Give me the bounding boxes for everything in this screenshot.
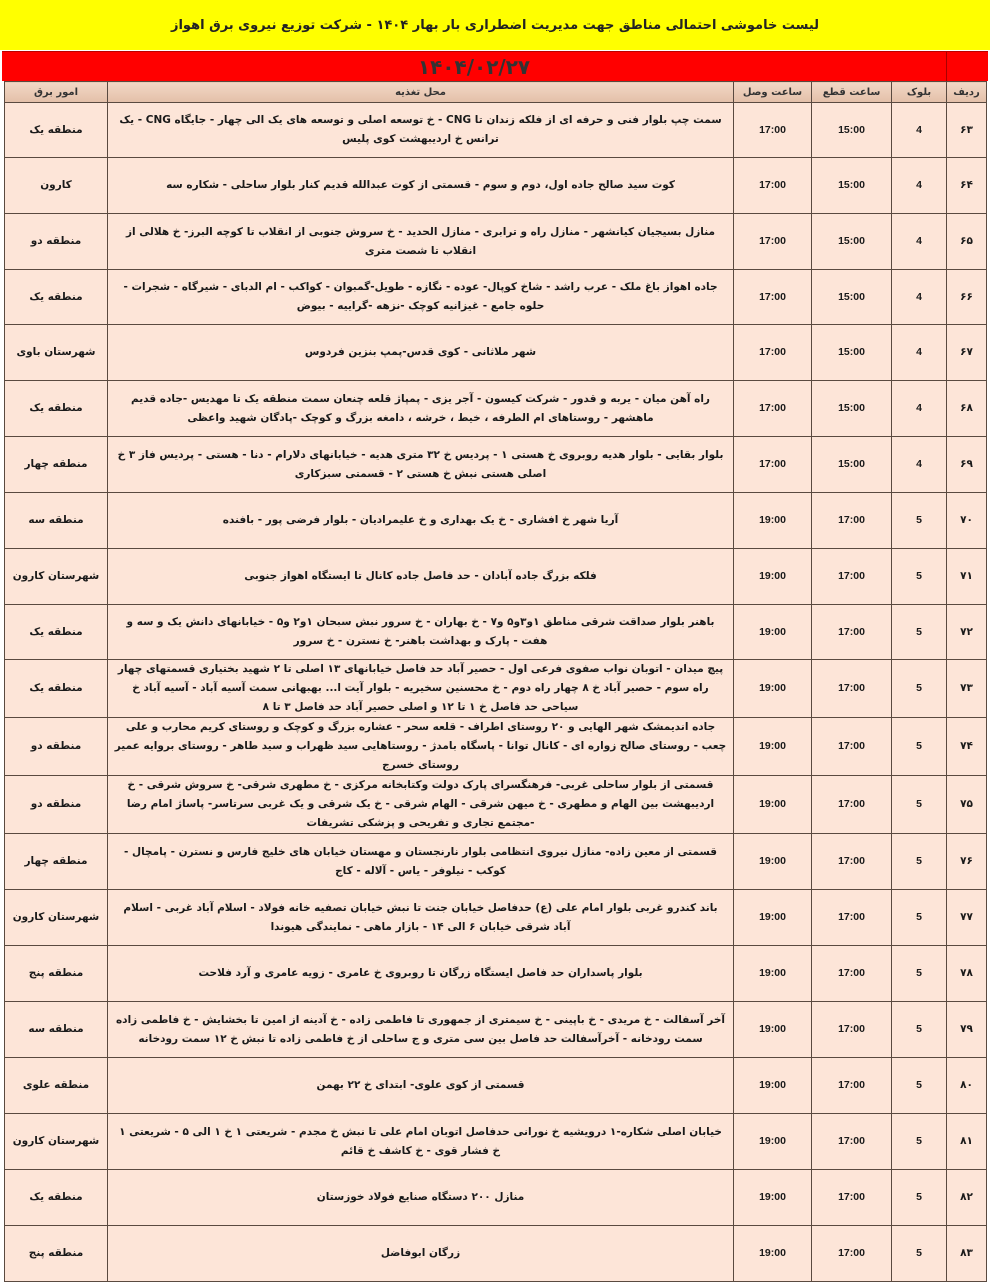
connect-time-cell: 19:00 <box>734 718 812 776</box>
cut-time-cell: 17:00 <box>812 890 892 946</box>
schedule-date: ۱۴۰۴/۰۲/۲۷ <box>417 54 531 79</box>
row-number-cell: ۷۳ <box>947 660 987 718</box>
power-area-cell: شهرستان کارون <box>5 890 108 946</box>
block-cell: 4 <box>892 325 947 381</box>
feeder-location-cell: آخر آسفالت - خ مریدی - خ باپینی - خ سیمتری از جمهوری تا فاطمی زاده - خ آدینه از امین تا بخشایش - خ فاطمی زاده سمت رودخانه - آخرآسفالت حد فاصل بین سی متری و ج ساحلی از خ فاطمی زاده تا نبش خ ۱۲ سمت رودخانه <box>108 1002 734 1058</box>
power-area-cell: منطقه دو <box>5 776 108 834</box>
row-number-cell: ۷۶ <box>947 834 987 890</box>
feeder-location-cell: بلوار بقایی - بلوار هدیه روبروی خ هستی ۱ - پردیس خ ۳۲ متری هدیه - خیابانهای دلارام - دنا - هستی - پردیس فاز ۳ خ اصلی هستی نبش خ هستی ۲ - قسمتی سبزکاری <box>108 437 734 493</box>
row-number-cell: ۷۴ <box>947 718 987 776</box>
row-number-cell: ۷۸ <box>947 946 987 1002</box>
cut-time-cell: 15:00 <box>812 158 892 214</box>
feeder-location-cell: کوت سید صالح جاده اول، دوم و سوم - قسمتی از کوت عبدالله قدیم کنار بلوار ساحلی - شکاره سه <box>108 158 734 214</box>
table-row <box>5 158 987 214</box>
connect-time-cell: 17:00 <box>734 437 812 493</box>
cut-time-cell: 17:00 <box>812 660 892 718</box>
connect-time-cell: 17:00 <box>734 381 812 437</box>
connect-time-cell: 17:00 <box>734 214 812 270</box>
cut-time-cell: 17:00 <box>812 834 892 890</box>
page-title: لیست خاموشی احتمالی مناطق جهت مدیریت اضطراری بار بهار ۱۴۰۴ - شرکت توزیع نیروی برق اهواز <box>0 0 990 50</box>
power-area-cell: منطقه یک <box>5 1170 108 1226</box>
cut-time-cell: 15:00 <box>812 325 892 381</box>
row-number-cell: ۶۶ <box>947 270 987 325</box>
connect-time-cell: 19:00 <box>734 890 812 946</box>
connect-time-cell: 17:00 <box>734 325 812 381</box>
row-number-cell: ۷۵ <box>947 776 987 834</box>
block-cell: 5 <box>892 718 947 776</box>
connect-time-cell: 19:00 <box>734 776 812 834</box>
power-area-cell: شهرستان کارون <box>5 549 108 605</box>
feeder-location-cell: شهر ملاثانی - کوی قدس-پمپ بنزین فردوس <box>108 325 734 381</box>
table-row <box>5 605 987 660</box>
feeder-location-cell: منازل بسیجیان کیانشهر - منازل راه و ترابری - منازل الحدید - خ سروش جنوبی از انقلاب تا کوچه البرز- خ هلالی از انقلاب تا شصت متری <box>108 214 734 270</box>
table-row <box>5 890 987 946</box>
row-number-cell: ۷۹ <box>947 1002 987 1058</box>
feeder-location-cell: قسمتی از معین زاده- منازل نیروی انتظامی بلوار نارنجستان و مهستان خیابان های خلیج فارس و نسترن - پامچال - کوکب - نیلوفر - یاس - آلاله - کاج <box>108 834 734 890</box>
feeder-location-cell: بلوار پاسداران حد فاصل ایستگاه زرگان تا روبروی خ عامری - زویه عامری و آرد فلاحت <box>108 946 734 1002</box>
table-row <box>5 103 987 158</box>
power-area-cell: منطقه یک <box>5 270 108 325</box>
table-row <box>5 1226 987 1282</box>
cut-time-cell: 17:00 <box>812 1002 892 1058</box>
connect-time-cell: 17:00 <box>734 270 812 325</box>
power-area-cell: منطقه دو <box>5 718 108 776</box>
row-number-cell: ۸۳ <box>947 1226 987 1282</box>
feeder-location-cell: پیچ میدان - اتوبان نواب صفوی فرعی اول - حصیر آباد حد فاصل خیابانهای ۱۳ اصلی تا ۲ شهید بختیاری قسمتهای چهار راه سوم - حصیر آباد خ ۸ چهار راه دوم - خ محسنین سخیریه - بلوار آیت ا... بهبهانی سمت آسیه آباد - آسیه آباد خ سیاحی حد فاصل خ ۱ تا ۱۲ و اصلی حصیر آباد حد فاصل ۳ تا ۸ <box>108 660 734 718</box>
cut-time-cell: 17:00 <box>812 605 892 660</box>
feeder-location-cell: فلکه بزرگ جاده آبادان - حد فاصل جاده کانال تا ایستگاه اهواز جنوبی <box>108 549 734 605</box>
feeder-location-cell: باهنر بلوار صداقت شرقی مناطق ۱و۳و۵ و۷ - خ بهاران - خ سرور نبش سبحان ۱و۲ و۵ - خیابانهای دانش یک و سه و هفت - پارک و بهداشت باهنر- خ نسترن - خ سرور <box>108 605 734 660</box>
power-area-cell: منطقه دو <box>5 214 108 270</box>
block-cell: 5 <box>892 776 947 834</box>
block-cell: 4 <box>892 158 947 214</box>
block-cell: 4 <box>892 381 947 437</box>
power-area-cell: منطقه یک <box>5 381 108 437</box>
cut-time-cell: 15:00 <box>812 270 892 325</box>
date-banner-side-cell <box>946 52 988 81</box>
row-number-cell: ۸۱ <box>947 1114 987 1170</box>
feeder-location-cell: راه آهن میان - یربه و قدور - شرکت کیسون - آجر یزی - پمپاژ قلعه چنعان سمت منطقه یک تا مهدیس -جاده قدیم ماهشهر - روستاهای ام الطرفه ، خیط ، خرشه ، دامغه بزرگ و کوچک -پادگان شهید واعظی <box>108 381 734 437</box>
table-row <box>5 1002 987 1058</box>
power-area-cell: منطقه علوی <box>5 1058 108 1114</box>
cut-time-cell: 17:00 <box>812 1226 892 1282</box>
row-number-cell: ۷۰ <box>947 493 987 549</box>
column-header-location: محل تغذیه <box>108 82 734 103</box>
power-area-cell: منطقه چهار <box>5 437 108 493</box>
feeder-location-cell: قسمتی از کوی علوی- ابتدای خ ۲۲ بهمن <box>108 1058 734 1114</box>
cut-time-cell: 15:00 <box>812 381 892 437</box>
table-row <box>5 270 987 325</box>
table-row <box>5 946 987 1002</box>
feeder-location-cell: خیابان اصلی شکاره-۱ درویشیه خ نورانی حدفاصل اتوبان امام علی تا نبش خ مجدم - شریعتی ۱ خ ۱ الی ۵ - شریعتی ۱ خ فشار قوی - خ کاشف خ قائم <box>108 1114 734 1170</box>
connect-time-cell: 19:00 <box>734 549 812 605</box>
block-cell: 5 <box>892 1170 947 1226</box>
table-row <box>5 776 987 834</box>
block-cell: 4 <box>892 270 947 325</box>
table-row <box>5 660 987 718</box>
connect-time-cell: 19:00 <box>734 834 812 890</box>
row-number-cell: ۶۳ <box>947 103 987 158</box>
block-cell: 4 <box>892 103 947 158</box>
feeder-location-cell: سمت چپ بلوار فنی و حرفه ای از فلکه زندان تا CNG - خ توسعه اصلی و توسعه های یک الی چهار - جایگاه CNG - یک ترانس خ اردیبهشت کوی پلیس <box>108 103 734 158</box>
connect-time-cell: 19:00 <box>734 605 812 660</box>
cut-time-cell: 15:00 <box>812 103 892 158</box>
block-cell: 5 <box>892 1002 947 1058</box>
table-row <box>5 493 987 549</box>
block-cell: 5 <box>892 1114 947 1170</box>
power-area-cell: منطقه پنج <box>5 946 108 1002</box>
table-row <box>5 834 987 890</box>
block-cell: 5 <box>892 946 947 1002</box>
column-header-area: امور برق <box>5 82 108 103</box>
row-number-cell: ۸۰ <box>947 1058 987 1114</box>
feeder-location-cell: جاده اندیمشک شهر الهایی و ۲۰ روستای اطراف - قلعه سحر - عشاره بزرگ و کوچک و روستای کریم محارب و علی چعب - روستای صالح زواره ای - کانال توانا - پاسگاه بامدژ - روستاهایی سید ظهراب و سید طاهر - روستای بروایه عمیر روستای خسرج <box>108 718 734 776</box>
cut-time-cell: 17:00 <box>812 1058 892 1114</box>
power-area-cell: منطقه سه <box>5 493 108 549</box>
power-area-cell: منطقه یک <box>5 605 108 660</box>
row-number-cell: ۶۹ <box>947 437 987 493</box>
cut-time-cell: 17:00 <box>812 493 892 549</box>
cut-time-cell: 17:00 <box>812 776 892 834</box>
connect-time-cell: 19:00 <box>734 1058 812 1114</box>
block-cell: 5 <box>892 834 947 890</box>
power-area-cell: منطقه پنج <box>5 1226 108 1282</box>
table-row <box>5 325 987 381</box>
cut-time-cell: 15:00 <box>812 214 892 270</box>
column-header-row-no: ردیف <box>947 82 987 103</box>
column-header-connect-time: ساعت وصل <box>734 82 812 103</box>
row-number-cell: ۷۲ <box>947 605 987 660</box>
connect-time-cell: 19:00 <box>734 660 812 718</box>
table-row <box>5 718 987 776</box>
table-row <box>5 1170 987 1226</box>
cut-time-cell: 17:00 <box>812 718 892 776</box>
feeder-location-cell: جاده اهواز باغ ملک - عرب راشد - شاخ کوپال- عوده - نگازه - طویل-گمبوان - کواکب - ام الدبای - شیرگاه - شجرات - حلوه جامع - غیزانیه کوچک -نزهه -گراییه - بیوض <box>108 270 734 325</box>
table-row <box>5 1058 987 1114</box>
cut-time-cell: 15:00 <box>812 437 892 493</box>
table-row <box>5 1114 987 1170</box>
block-cell: 4 <box>892 214 947 270</box>
power-area-cell: منطقه چهار <box>5 834 108 890</box>
block-cell: 5 <box>892 660 947 718</box>
power-area-cell: منطقه یک <box>5 103 108 158</box>
feeder-location-cell: آریا شهر خ افشاری - خ یک بهداری و خ علیمرادیان - بلوار فرضی پور - بافنده <box>108 493 734 549</box>
connect-time-cell: 19:00 <box>734 1170 812 1226</box>
table-header-row <box>5 82 987 103</box>
row-number-cell: ۸۲ <box>947 1170 987 1226</box>
cut-time-cell: 17:00 <box>812 1114 892 1170</box>
row-number-cell: ۶۴ <box>947 158 987 214</box>
row-number-cell: ۷۱ <box>947 549 987 605</box>
cut-time-cell: 17:00 <box>812 946 892 1002</box>
table-row <box>5 437 987 493</box>
cut-time-cell: 17:00 <box>812 1170 892 1226</box>
block-cell: 5 <box>892 1226 947 1282</box>
connect-time-cell: 19:00 <box>734 1002 812 1058</box>
feeder-location-cell: قسمتی از بلوار ساحلی غربی- فرهنگسرای پارک دولت وکتابخانه مرکزی - خ مطهری شرقی- خ سروش شرقی - خ اردیبهشت بین الهام و مطهری - خ میهن شرقی - الهام شرقی - خ یک شرقی و یک غربی سرتاسر- پاساژ امام رضا -مجتمع تجاری و تفریحی و پزشکی تشریفات <box>108 776 734 834</box>
row-number-cell: ۶۸ <box>947 381 987 437</box>
power-area-cell: شهرستان کارون <box>5 1114 108 1170</box>
feeder-location-cell: باند کندرو غربی بلوار امام علی (ع) حدفاصل خیابان جنت تا نبش خیابان تصفیه خانه فولاد - اسلام آباد غربی - اسلام آباد شرقی خیابان ۶ الی ۱۴ - بازار ماهی - نمایندگی هیوندا <box>108 890 734 946</box>
power-area-cell: شهرستان باوی <box>5 325 108 381</box>
block-cell: 5 <box>892 1058 947 1114</box>
row-number-cell: ۶۷ <box>947 325 987 381</box>
block-cell: 5 <box>892 493 947 549</box>
connect-time-cell: 17:00 <box>734 158 812 214</box>
row-number-cell: ۷۷ <box>947 890 987 946</box>
column-header-block: بلوک <box>892 82 947 103</box>
date-banner <box>2 51 988 81</box>
power-area-cell: منطقه یک <box>5 660 108 718</box>
block-cell: 5 <box>892 549 947 605</box>
feeder-location-cell: زرگان ابوفاضل <box>108 1226 734 1282</box>
column-header-cut-time: ساعت قطع <box>812 82 892 103</box>
power-area-cell: کارون <box>5 158 108 214</box>
table-row <box>5 381 987 437</box>
connect-time-cell: 19:00 <box>734 946 812 1002</box>
row-number-cell: ۶۵ <box>947 214 987 270</box>
table-row <box>5 549 987 605</box>
connect-time-cell: 19:00 <box>734 1226 812 1282</box>
table-row <box>5 214 987 270</box>
power-area-cell: منطقه سه <box>5 1002 108 1058</box>
connect-time-cell: 17:00 <box>734 103 812 158</box>
block-cell: 4 <box>892 437 947 493</box>
block-cell: 5 <box>892 890 947 946</box>
connect-time-cell: 19:00 <box>734 1114 812 1170</box>
outage-table <box>4 81 987 1282</box>
feeder-location-cell: منازل ۲۰۰ دستگاه صنایع فولاد خوزستان <box>108 1170 734 1226</box>
block-cell: 5 <box>892 605 947 660</box>
cut-time-cell: 17:00 <box>812 549 892 605</box>
connect-time-cell: 19:00 <box>734 493 812 549</box>
